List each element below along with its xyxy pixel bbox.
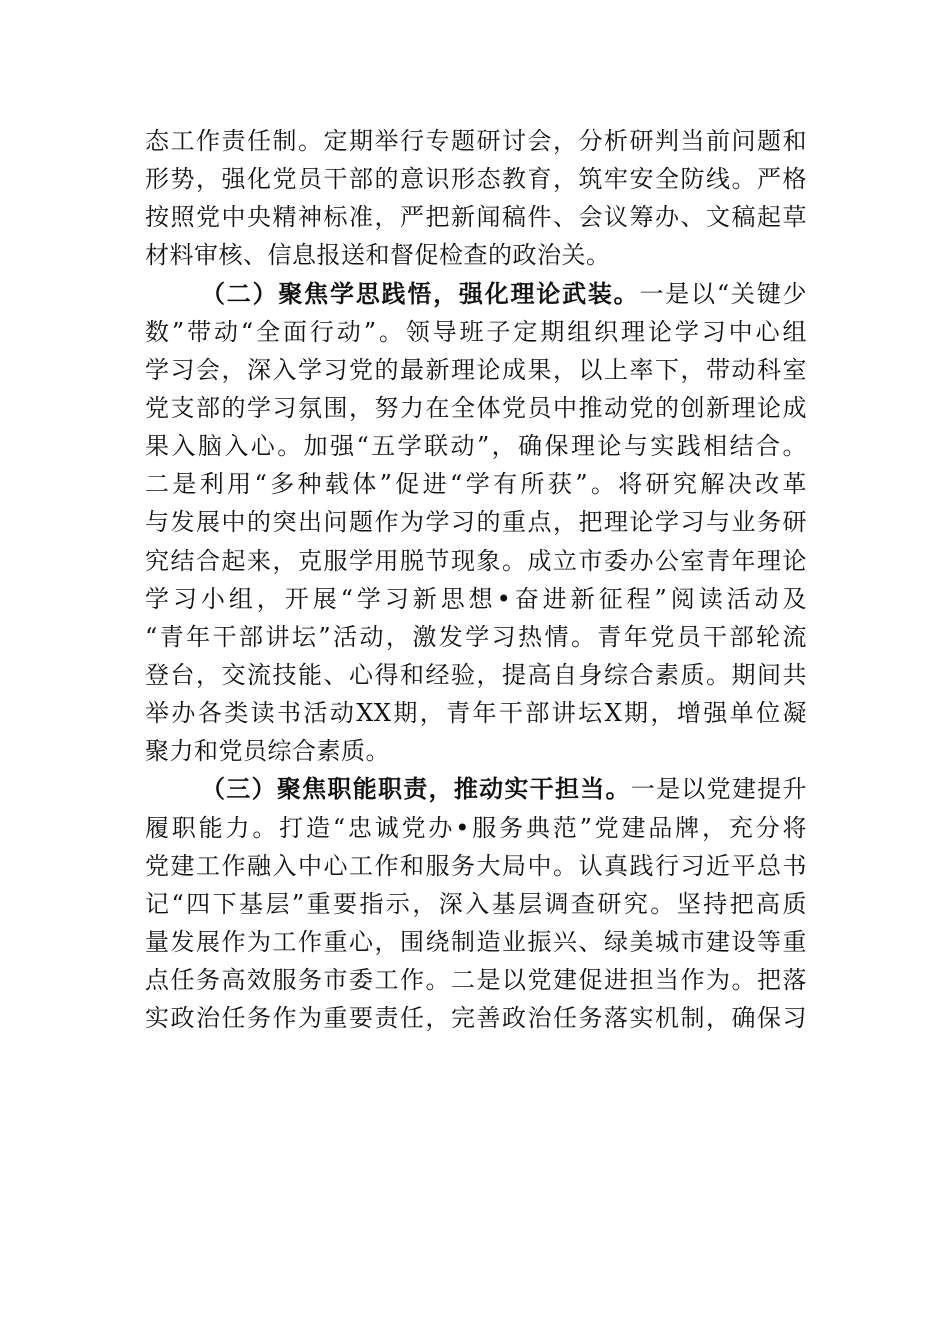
paragraph-line: 登台，交流技能、心得和经验，提高自身综合素质。期间共 (145, 660, 807, 689)
section-2-first-line (145, 275, 807, 313)
paragraph-line: 实政治任务作为重要责任，完善政治任务落实机制，确保习 (145, 1004, 807, 1033)
paragraph-line: 材料审核、信息报送和督促检查的政治关。 (145, 241, 611, 270)
paragraph-line: “青年干部讲坛”活动，激发学习热情。青年党员干部轮流 (145, 622, 807, 651)
paragraph-line: 量发展作为工作重心，围绕制造业振兴、绿美城市建设等重 (145, 927, 807, 956)
paragraph-line: 与发展中的突出问题作为学习的重点，把理论学习与业务研 (145, 508, 807, 537)
paragraph-line: 党建工作融入中心工作和服务大局中。认真践行习近平总书 (145, 851, 807, 880)
document-page (145, 122, 807, 1037)
paragraph-line: 点任务高效服务市委工作。二是以党建促进担当作为。把落 (145, 966, 807, 995)
paragraph-line: 形势，强化党员干部的意识形态教育，筑牢安全防线。严格 (145, 165, 807, 194)
paragraph-line: 学习会，深入学习党的最新理论成果，以上率下，带动科室 (145, 355, 807, 384)
section-2-lead-text: 一是以“关键少 (639, 279, 807, 308)
section-3-heading: （三）聚焦职能职责，推动实干担当。 (201, 774, 631, 804)
paragraph-line: 态工作责任制。定期举行专题研讨会，分析研判当前问题和 (145, 127, 807, 155)
paragraph-line: 果入脑入心。加强“五学联动”，确保理论与实践相结合。 (145, 432, 807, 461)
paragraph-line: 学习小组，开展“学习新思想•奋进新征程”阅读活动及 (145, 584, 807, 613)
paragraph-line: 记“四下基层”重要指示，深入基层调查研究。坚持把高质 (145, 889, 807, 918)
section-3-lead-text: 一是以党建提升 (630, 775, 808, 804)
paragraph-line: 党支部的学习氛围，努力在全体党员中推动党的创新理论成 (145, 393, 807, 422)
section-3-first-line (145, 770, 807, 808)
paragraph-line: 履职能力。打造“忠诚党办•服务典范”党建品牌，充分将 (145, 813, 807, 842)
paragraph-line: 数”带动“全面行动”。领导班子定期组织理论学习中心组 (145, 317, 807, 346)
paragraph-line: 聚力和党员综合素质。 (145, 737, 390, 766)
paragraph-line: 二是利用“多种载体”促进“学有所获”。将研究解决改革 (145, 470, 807, 499)
paragraph-line: 按照党中央精神标准，严把新闻稿件、会议筹办、文稿起草 (145, 203, 807, 232)
paragraph-line: 究结合起来，克服学用脱节现象。成立市委办公室青年理论 (145, 546, 807, 575)
section-2-heading: （二）聚焦学思践悟，强化理论武装。 (201, 278, 640, 308)
paragraph-line: 举办各类读书活动XX期，青年干部讲坛X期，增强单位凝 (145, 699, 807, 728)
